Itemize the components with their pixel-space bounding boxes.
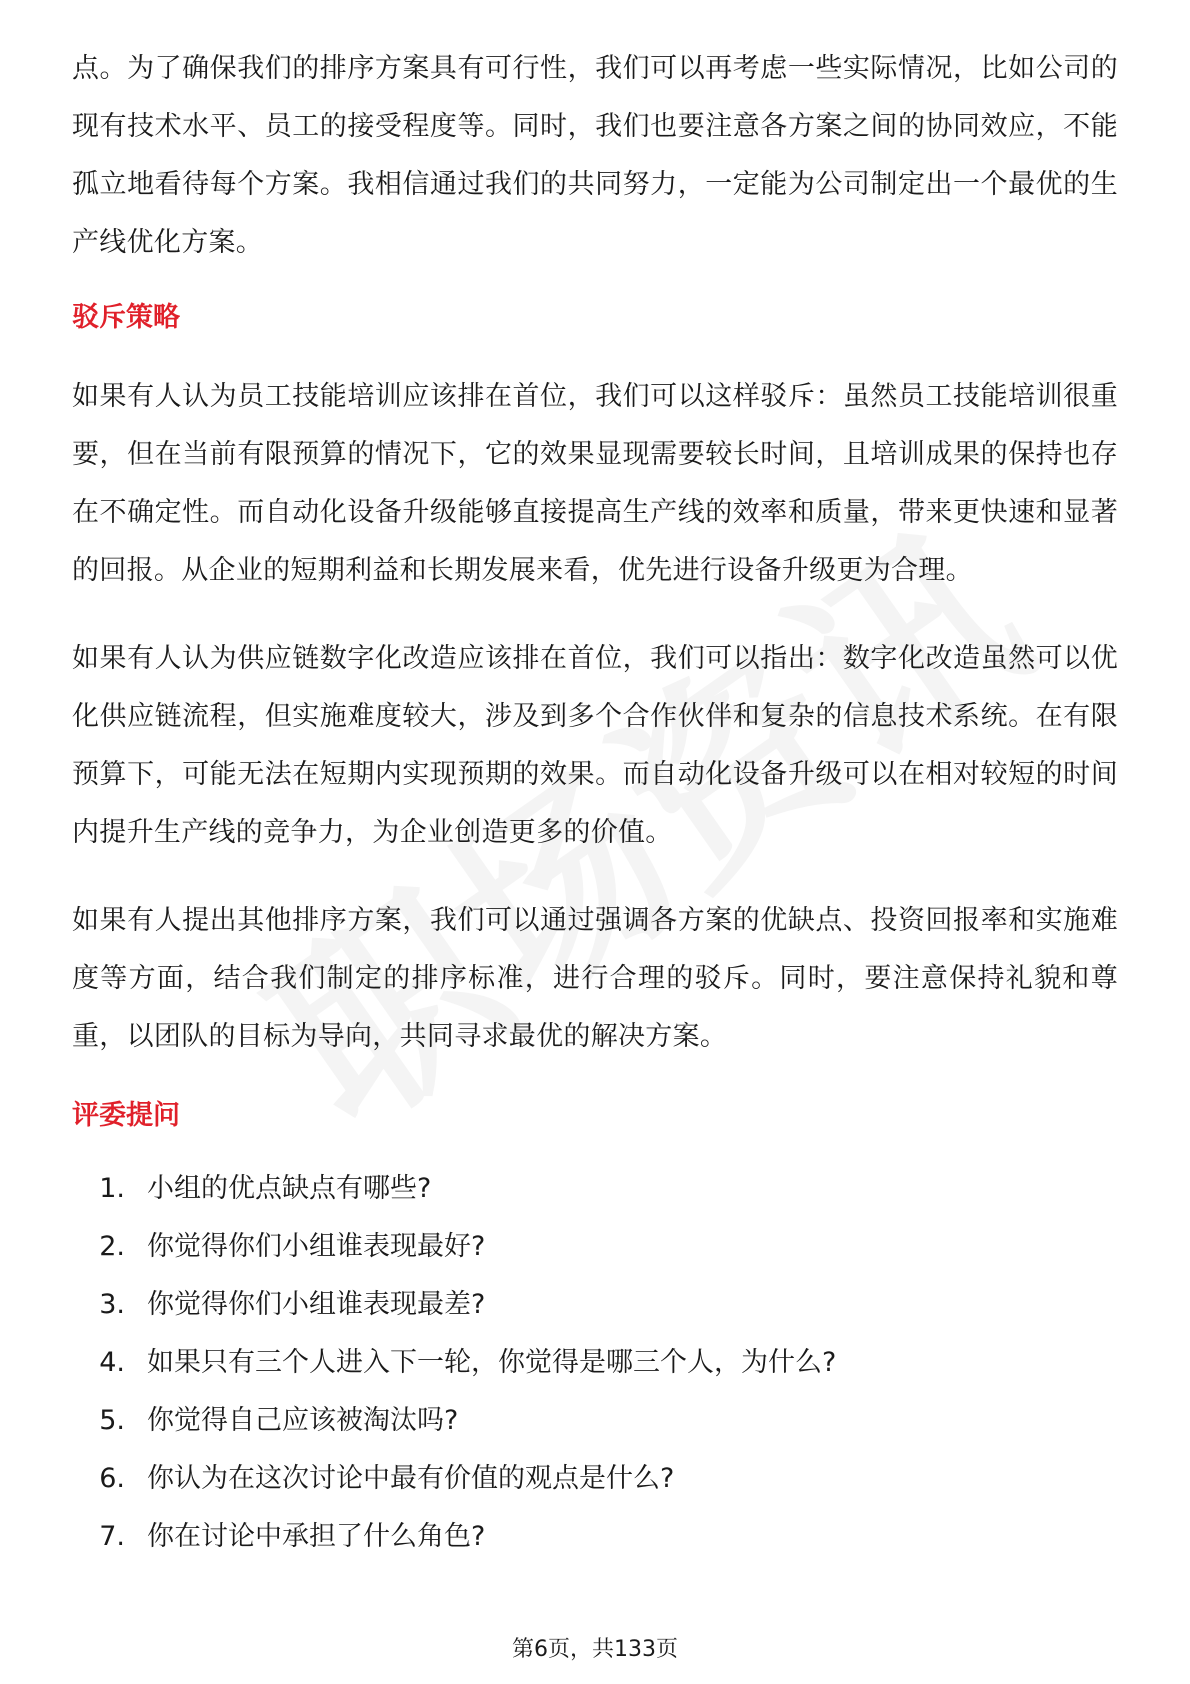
list-item-number: 3. (99, 1289, 125, 1320)
list-item-number: 5. (99, 1405, 125, 1436)
list-item (72, 1450, 1118, 1508)
list-item (72, 1160, 1118, 1218)
list-item (72, 1334, 1118, 1392)
list-item (72, 1276, 1118, 1334)
page-footer: 第6页，共133页 (512, 1637, 678, 1662)
section-heading-questions: 评委提问 (72, 1100, 180, 1131)
list-item (72, 1508, 1118, 1566)
list-item-text: 你觉得你们小组谁表现最好? (147, 1231, 486, 1262)
list-item-text: 你觉得自己应该被淘汰吗? (147, 1405, 459, 1436)
section-heading-rebuttal: 驳斥策略 (72, 302, 180, 333)
paragraph-rebuttal-3: 如果有人提出其他排序方案，我们可以通过强调各方案的优缺点、投资回报率和实施难度等方面，结合我们制定的排序标准，进行合理的驳斥。同时，要注意保持礼貌和尊重，以团队的目标为导向，共同寻求最优的解决方案。 (72, 905, 1118, 1052)
list-item-number: 4. (99, 1347, 125, 1378)
paragraph-intro: 点。为了确保我们的排序方案具有可行性，我们可以再考虑一些实际情况，比如公司的现有技术水平、员工的接受程度等。同时，我们也要注意各方案之间的协同效应，不能孤立地看待每个方案。我相信通过我们的共同努力，一定能为公司制定出一个最优的生产线优化方案。 (72, 53, 1118, 258)
list-item-number: 6. (99, 1463, 125, 1494)
document-page (72, 40, 1118, 1566)
list-item-text: 小组的优点缺点有哪些? (147, 1173, 432, 1204)
questions-list (72, 1160, 1118, 1566)
list-item-text: 如果只有三个人进入下一轮，你觉得是哪三个人，为什么? (147, 1347, 837, 1378)
list-item-text: 你在讨论中承担了什么角色? (147, 1521, 486, 1552)
list-item (72, 1392, 1118, 1450)
list-item-number: 2. (99, 1231, 125, 1262)
list-item-number: 1. (99, 1173, 125, 1204)
list-item-text: 你觉得你们小组谁表现最差? (147, 1289, 486, 1320)
list-item-number: 7. (99, 1521, 125, 1552)
list-item (72, 1218, 1118, 1276)
paragraph-rebuttal-1: 如果有人认为员工技能培训应该排在首位，我们可以这样驳斥：虽然员工技能培训很重要，但在当前有限预算的情况下，它的效果显现需要较长时间，且培训成果的保持也存在不确定性。而自动化设备升级能够直接提高生产线的效率和质量，带来更快速和显著的回报。从企业的短期利益和长期发展来看，优先进行设备升级更为合理。 (72, 381, 1118, 586)
paragraph-rebuttal-2: 如果有人认为供应链数字化改造应该排在首位，我们可以指出：数字化改造虽然可以优化供应链流程，但实施难度较大，涉及到多个合作伙伴和复杂的信息技术系统。在有限预算下，可能无法在短期内实现预期的效果。而自动化设备升级可以在相对较短的时间内提升生产线的竞争力，为企业创造更多的价值。 (72, 643, 1118, 848)
list-item-text: 你认为在这次讨论中最有价值的观点是什么? (147, 1463, 675, 1494)
